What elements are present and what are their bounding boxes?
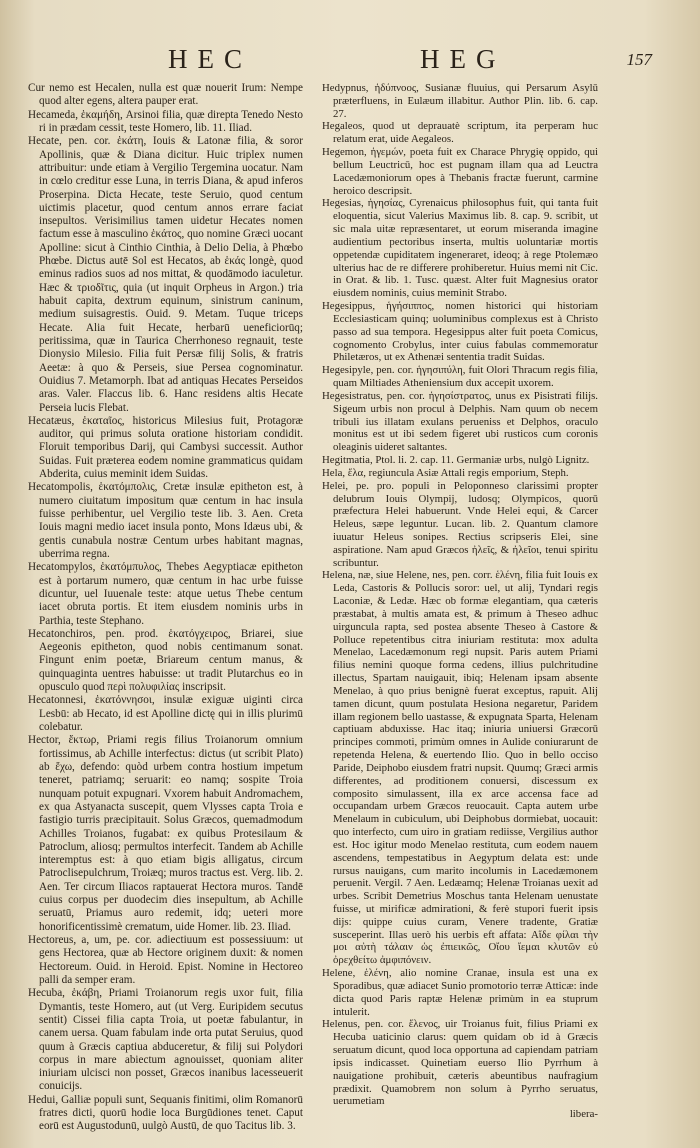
header-word-left: HEC [168, 44, 252, 74]
entry: Hegesias, ἡγησίας, Cyrenaicus philosophus fuit, qui tanta fuit eloquentia, sicut Valerius Maximus lib. 8. cap. 9. scribit, ut sic mala uitæ repræsentaret, ut eorum miseranda imagine audientium pectoribus inserta, multis uoluntariæ mortis oppetendæ cupiditatem ingeneraret, ideoq; à rege Ptolemæo ulterius hac de re differere prohiberetur. Huius memi nit Cic. in Orat. & lib. 1. Tusc. quæst. Alter fuit Magnesius orator eiusdem nominis, cuius meminit Strabo. [322, 197, 598, 300]
entry: Hecameda, ἑκαμήδη, Arsinoi filia, quæ direpta Tenedo Nesto ri in prædam cessit, teste Homero, lib. 11. Iliad. [28, 108, 303, 134]
entry: Hegaleos, quod ut deprauatè scriptum, ita perperam huc relatum erat, uide Aegaleos. [322, 120, 598, 146]
right-column [322, 82, 598, 1134]
entry: Hecatæus, ἑκαταῖος, historicus Milesius fuit, Protagoræ auditor, qui primus soluta oratione historiam condidit. Floruit temporibus Darij, qui Cambysi successit. Author Suidas. Fuit præterea eodem nomine grammaticus quidam Abderita, cuius meminit idem Suidas. [28, 414, 303, 481]
entry: Hegitmatia, Ptol. li. 2. cap. 11. Germaniæ urbs, nulgò Lignitz. [322, 454, 590, 467]
entry: Hegemon, ἡγεμών, poeta fuit ex Charace Phrygię oppido, qui bellum Leuctricū, hoc est pugnam illam qua ad Leuctra Lacedæmoniorum opes à Thebanis fractæ fuerunt, carmine heroico descripsit. [322, 146, 598, 197]
entry: Hegesippus, ἡγήσιππος, nomen historici qui historiam Ecclesiasticam quinq; uoluminibus complexus est à Christo passo ad sua tempora. Hegesippus alter fuit poeta Comicus, cognomento Crobylus, inter cuius fabulas commemoratur Philetæros, ut ex Athenæi sententia tradit Suidas. [322, 300, 598, 364]
entry: Hectoreus, a, um, pe. cor. adiectiuum est possessiuum: ut gens Hectorea, quæ ab Hectore originem duxit: & nomen Hectoreum. Ouid. in Heroid. Epist. Nomine in Hectoreo palli da semper eram. [28, 934, 303, 986]
entry: Hedui, Galliæ populi sunt, Sequanis finitimi, olim Romanorū fratres dicti, quorū hodie loca Burgūdiones tenet. Caput eorū est Augustodunū, uulgò Austū, de quo Tacitus lib. 3. [28, 1093, 303, 1133]
entry: Helenus, pen. cor. ἕλενος, uir Troianus fuit, filius Priami ex Hecuba uaticinio clarus: quem quidam ob id à Græcis seruatum dicunt, quod loca opportuna ad capiendam patriam ipsis indicasset. Quinetiam euerso Ilio Pyrrhum à nauigatione prohibuit, cæteris abeuntibus naufragium prædixit. Quamobrem non solum à Pyrrho seruatus, uerumetiam [322, 1018, 598, 1108]
entry: Cur nemo est Hecalen, nulla est quæ nouerit Irum: Nempe quod alter egens, altera pauper erat. [28, 82, 303, 108]
entry: Hela, ἕλα, regiuncula Asiæ Attali regis emporium, Steph. [322, 466, 569, 479]
entry: Hecatompolis, ἑκατόμπολις, Cretæ insulæ epitheton est, à numero ciuitatum impositum quæ centum in hac insula fuisse perhibentur, uel Vergilio teste lib. 3. Aen. Creta Iouis magni medio iacet insula ponto, Mons Idæus ubi, & gentis cunabula nostræ Centum urbes habitant magnas, uberrima regna. [28, 481, 303, 560]
header-word-right: HEG [420, 44, 506, 74]
entry: Hecatompylos, ἑκατόμπυλος, Thebes Aegyptiacæ epitheton est à portarum numero, quæ centum in hac urbe fuisse dicuntur, uel Iuuenale teste: atque uetus Thebe centum iacet obruta portis. Et item eiusdem nominis urbs in Parthia, teste Stephano. [28, 561, 303, 627]
entry: Hecatonnesi, ἑκατόννησοι, insulæ exiguæ uiginti circa Lesbū: ab Hecato, id est Apolline dictę qui in illis plurimū colebatur. [28, 694, 303, 733]
entry: Hecatonchiros, pen. prod. ἑκατόγχειρος, Briarei, siue Aegeonis epitheton, quod nobis centimanum sonat. Fingunt enim poetæ, Briareum centum manus, & quinquaginta uentres habuisse: ut tradit Plutarchus eo in opusculo quod περὶ πολυφιλίας inscripsit. [28, 627, 303, 694]
entry: Hegesipyle, pen. cor. ἡγησιπύλη, fuit Olori Thracum regis filia, quam Miltiades Atheniensium dux accepit uxorem. [322, 364, 598, 390]
entry: Hecuba, ἑκάβη, Priami Troianorum regis uxor fuit, filia Dymantis, teste Homero, aut (ut Verg. Euripidem secutus sentit) Cissei filia capta Troia, ut poetæ fabulantur, in canem uersa. Quam fabulam inde orta putat Seruius, quod quum à Græcis captiua abduceretur, & filij sui Polydori corpus in mare abiectum agnouisset, quoniam aliter iniuriam ulcisci non posset, Græcos inanibus lacesseuerit conuicijs. [28, 987, 303, 1093]
left-column [28, 82, 303, 1134]
entry: Hedypnus, ἡδύπνοος, Susianæ fluuius, qui Persarum Asylū præterfluens, in Eulæum illabitur. Author Plin. lib. 6. cap. 27. [322, 82, 598, 120]
entry: Hector, ἕκτωρ, Priami regis filius Troianorum omnium fortissimus, ab Achille interfectus: dictus (ut scribit Plato) ab ἔχω, defendo: quòd urbem contra hostium impetum teneret, patriamq; seruarit: eo namq; sospite Troia nunquam potuit expugnari. Vxorem habuit Andromachem, ex qua Astyanacta suscepit, quem Vlysses capta Troia e fastigio turris præcipitauit. Solus Græcos, quemadmodum Achilles Troianos, fugabat: ex quibus Protesilaum & Patroclum, aliosq; permultos interfecit. Tandem ab Achille interemptus est: à quo etiam bigis alligatus, circum Patroclisepulchrum, Troiæq; muros tractus est. Verg. lib. 2. Aen. Ter circum Iliacos raptauerat Hectora muros. Tandē cuius corpus per duodecim dies insepultum, ab Achille seruatū, Priamus auro redemit, idq; ueteri more honorificentissimè crematum, uide Homer. lib. 23. Iliad. [28, 734, 303, 933]
entry: Hegesistratus, pen. cor. ἡγησίστρατος, unus ex Pisistrati filijs. Sigeum urbis non procul à Delphis. Nam quum ob necem tribuli ius illatam exulans perueniss et Delphos, oraculo monitus est ut ibi sedem figeret ubi rusticos cum coronis oleaginis uideret saltantes. [322, 389, 598, 454]
running-header [0, 44, 700, 76]
entry: Helei, pe. pro. populi in Peloponneso clarissimi propter delubrum Iouis Olympij, ludosq; Olympicos, quorū præfectura Helei habuerunt. Vnde Helei equi, & Carcer Heleus, sæpe leguntur. Lucan. lib. 2. Quantum clamore iuuatur Heleus sonipes. Rectius scripseris Elei, sine aspiratione. Nam apud Græcos ἠλεῖς, & ἠλεῖοι, tenui spiritu scribuntur. [322, 479, 598, 569]
entry: Helene, ἑλένη, alio nomine Cranae, insula est una ex Sporadibus, quæ adiacet Sunio promotorio terræ Atticæ: inde dicta quod Paris raptæ Helenæ primùm in ea stuprum intulerit. [322, 967, 598, 1018]
catchword: libera- [569, 1108, 598, 1121]
page-number: 157 [626, 50, 652, 69]
entry: Helena, næ, siue Helene, nes, pen. corr. ἑλένη, filia fuit Iouis ex Leda, Castoris & Pollucis soror: uel, ut alij, Tyndari regis Laconiæ, & Ledæ. Hæc ob formæ elegantiam, qua cæteris præstabat, à multis amata est, & primum à Theseo adhuc uirguncula rapta, sed postea absente Theseo à Castore & Polluce repetentibus citra iniuriam restituta: mox adulta Menelao, Lacedæmonum regi nupsit. Paris autem Priami filius nemini quoque forma cedens, illius pulchritudine illectus, Spartam nauigauit, ibiq; Helenam ipsam absente Menelao, à quo prius benignè fuerat exceptus, rapuit. Alij tamen dicunt, quum postulata Hesiona negaretur, Paridem illam regionem bello uastasse, & expugnata Sparta, Helenam captiuam abduxisse. Hac itaq; iniuria uniuersi Græcorū principes commoti, primùm omnes in Aulide coniurarunt de repetenda Helena, & euertendo Ilio. Quo in bello occiso Paride, Deiphobo eiusdem fratri nupsit. Quumq; Græci armis differentes, ad proditionem conuersi, discessum ex composito simulassent, illa ex arce accensa face ad occupandam urbem Græcos reuocauit. Capta autem urbe Menelaum in cubiculum, ubi Deiphobus dormiebat, uocauit: quo interfecto, cum uiro in gratiam rediisse, Vergilius author est. Hoc igitur modo Menelao restituta, cum eodem nauem ascendens, tempestatibus in Aegyptum delata est: unde rursus nauigans, cum marito incolumis in Lacedæmonem peruenit. Vergil. 7 Aen. Ledæamq; Helenæ Troianas uexit ad urbes. Scribit Demetrius Moschus tanta Helenam uenustate fuisse, ut mirificæ admirationi, & ferè stupori fuerit ipsis dijs: quippe cuius curam, Venere tradente, Gratiæ susceperint. Illas uerò his uerbis eft affata: Αἵδε φίλαι τὴν μοι αὐτὴ τάλαιν ὡς ἐπιεικῶς, Οἴου ἴεμαι κλυτῶν εὐ ὀρεχθείτω ἀμφιπόνειν. [322, 569, 598, 967]
entry: Hecate, pen. cor. ἑκάτη, Iouis & Latonæ filia, & soror Apollinis, quæ & Diana dicitur. Huic triplex numen attribuitur: unde etiam à Vergilio Tergemina uocatur. Nam in cœlo creditur esse Luna, in terris Diana, & apud inferos Proserpina. Dicta Hecate, teste Seruio, quod centum uictimis placetur, quod centum annos errare faciat insepultos. Verisimilius tamen uidetur Hecates nomen factum esse à masculino ἑκάτος, quo nomine Græci uocant Apolline: sicut à Cinthio Cinthia, à Delio Delia, à Phœbo Phœbe. Dictus autē Sol est Hecatos, ab ἑκάς longè, quod eminus radios suos ad nos mittat, & quodāmodo iaculetur. Hæc & τριοδῖτις, quia (ut inquit Orpheus in Argon.) tria habuit capita, dextrum equinum, sinistrum caninum, medium suisagrestis. Ouid. 9. Metam. Tuque triceps Hecate. Alia fuit Hecate, herbarū ueneficiorūq; peritissima, quæ in Taurica Cherrhoneso regnauit, teste Dionysio Milesio. Filia fuit Persæ filij Solis, & fratris Aeetæ: à quo & Perseis, siue Persea cognominatur. Ouidius 7. Metamorph. Ibat ad antiquas Hecates Perseidos aras. Valer. Flaccus lib. 6. Hanc residens altis Hecate Perseia lucis Flebat. [28, 135, 303, 414]
